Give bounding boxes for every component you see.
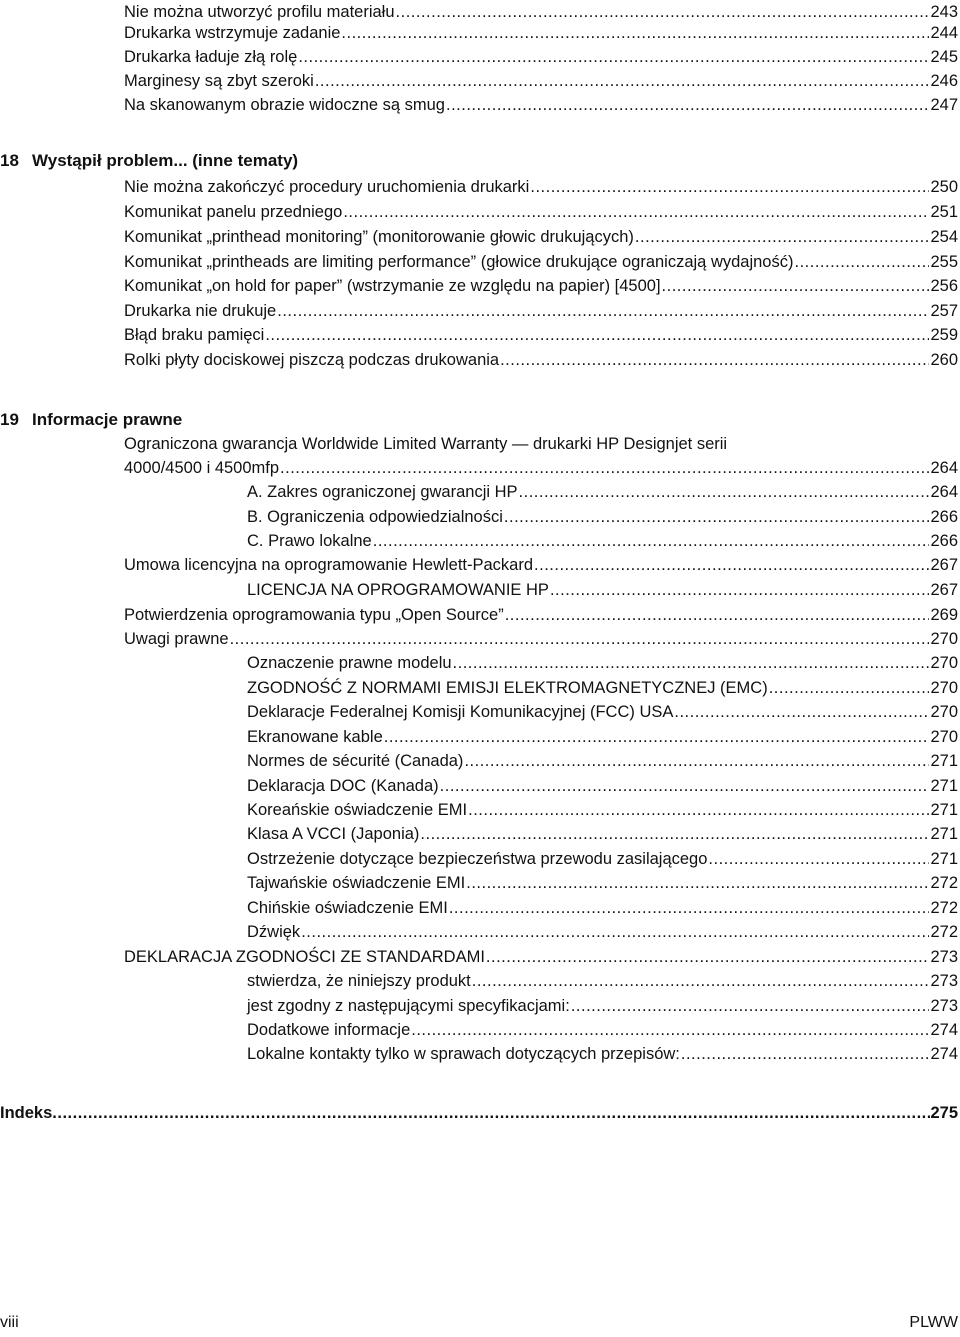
toc-entry[interactable] <box>124 603 958 627</box>
dot-leader <box>298 45 929 69</box>
toc-entry[interactable] <box>124 250 958 274</box>
toc-entry-page: 247 <box>930 96 958 114</box>
dot-leader <box>420 822 929 846</box>
toc-entry-page: 250 <box>930 178 958 196</box>
dot-leader <box>472 969 930 993</box>
toc-entry-title: Na skanowanym obrazie widoczne są smug <box>124 96 445 114</box>
toc-entry-page: 245 <box>930 48 958 66</box>
index-title: Indeks <box>0 1104 53 1122</box>
toc-entry-page: 264 <box>930 483 958 501</box>
toc-subentry[interactable] <box>247 798 958 822</box>
toc-entry[interactable] <box>124 69 958 93</box>
toc-entry-title: Koreańskie oświadczenie EMI <box>247 801 468 819</box>
toc-entry-title: Ostrzeżenie dotyczące bezpieczeństwa przewodu zasilającego <box>247 850 708 868</box>
toc-subentry[interactable] <box>247 969 958 993</box>
dot-leader <box>280 456 929 480</box>
toc-entry-title: Oznaczenie prawne modelu <box>247 654 452 672</box>
toc-entry-page: 272 <box>930 874 958 892</box>
toc-entry-page: 259 <box>930 326 958 344</box>
index-page: 275 <box>930 1104 958 1122</box>
footer-locale: PLWW <box>909 1314 958 1331</box>
toc-entry-page: 260 <box>930 351 958 369</box>
dot-leader <box>453 651 930 675</box>
dot-leader <box>550 578 930 602</box>
dot-leader <box>277 299 929 323</box>
toc-subentry[interactable] <box>247 994 958 1018</box>
toc-entry-page: 243 <box>930 3 958 21</box>
toc-entry-title: Nie można zakończyć procedury uruchomienia drukarki <box>124 178 530 196</box>
toc-subentry[interactable] <box>247 920 958 944</box>
dot-leader <box>769 676 930 700</box>
toc-entry-title: Komunikat „printhead monitoring” (monitorowanie głowic drukujących) <box>124 228 634 246</box>
toc-subentry[interactable] <box>247 896 958 920</box>
toc-entry[interactable] <box>124 21 958 45</box>
toc-entry-title: Lokalne kontakty tylko w sprawach dotyczących przepisów: <box>247 1045 680 1063</box>
chapter-title: Informacje prawne <box>32 410 183 429</box>
toc-entry-title: Drukarka nie drukuje <box>124 302 277 320</box>
toc-entry-page: 271 <box>930 801 958 819</box>
toc-entry[interactable] <box>124 175 958 199</box>
toc-entry-title: 4000/4500 i 4500mfp <box>124 459 280 477</box>
toc-entry-title-line[interactable]: Ograniczona gwarancja Worldwide Limited Warranty — drukarki HP Designjet serii <box>124 435 728 453</box>
dot-leader <box>301 920 929 944</box>
toc-entry[interactable] <box>124 627 958 651</box>
dot-leader <box>446 93 929 117</box>
toc-entry-title: Tajwańskie oświadczenie EMI <box>247 874 466 892</box>
dot-leader <box>384 725 930 749</box>
toc-subentry[interactable] <box>247 529 958 553</box>
toc-entry-page: 257 <box>930 302 958 320</box>
toc-entry-page: 271 <box>930 825 958 843</box>
toc-entry-title: Dodatkowe informacje <box>247 1021 411 1039</box>
toc-entry-page: 270 <box>930 630 958 648</box>
toc-entry-title: Potwierdzenia oprogramowania typu „Open Source” <box>124 606 504 624</box>
toc-entry-page: 274 <box>930 1021 958 1039</box>
dot-leader <box>571 994 930 1018</box>
dot-leader <box>708 847 929 871</box>
toc-subentry[interactable] <box>247 578 958 602</box>
toc-entry-title: Komunikat „printheads are limiting performance” (głowice drukujące ograniczają wydajność) <box>124 253 794 271</box>
toc-entry-page: 272 <box>930 899 958 917</box>
toc-entry-title: DEKLARACJA ZGODNOŚCI ZE STANDARDAMI <box>124 948 485 966</box>
toc-entry-title: LICENCJA NA OPROGRAMOWANIE HP <box>247 581 549 599</box>
dot-leader <box>373 529 930 553</box>
toc-entry-title: B. Ograniczenia odpowiedzialności <box>247 508 503 526</box>
toc-entry-page: 272 <box>930 923 958 941</box>
chapter-heading[interactable] <box>0 407 182 433</box>
dot-leader <box>315 69 930 93</box>
dot-leader <box>534 553 929 577</box>
toc-entry-title: Normes de sécurité (Canada) <box>247 752 464 770</box>
toc-entry-title: Uwagi prawne <box>124 630 229 648</box>
dot-leader <box>500 348 929 372</box>
toc-entry-page: 269 <box>930 606 958 624</box>
dot-leader <box>466 871 929 895</box>
toc-entry-title: Błąd braku pamięci <box>124 326 265 344</box>
toc-entry-title: Rolki płyty dociskowej piszczą podczas drukowania <box>124 351 500 369</box>
toc-entry-title: stwierdza, że niniejszy produkt <box>247 972 471 990</box>
toc-subentry[interactable] <box>247 505 958 529</box>
toc-entry-page: 271 <box>930 752 958 770</box>
chapter-number: 18 <box>0 151 19 170</box>
toc-entry-title: Komunikat „on hold for paper” (wstrzymanie ze względu na papier) [4500] <box>124 277 661 295</box>
toc-subentry[interactable] <box>247 822 958 846</box>
toc-entry[interactable] <box>124 225 958 249</box>
toc-entry-page: 251 <box>930 203 958 221</box>
toc-subentry[interactable] <box>247 847 958 871</box>
toc-entry-page: 244 <box>930 24 958 42</box>
dot-leader <box>794 250 929 274</box>
toc-entry-page: 264 <box>930 459 958 477</box>
toc-entry[interactable] <box>124 348 958 372</box>
dot-leader <box>440 774 930 798</box>
toc-entry[interactable] <box>124 323 958 347</box>
toc-entry-page: 266 <box>930 508 958 526</box>
toc-entry-page: 256 <box>930 277 958 295</box>
toc-entry-page: 270 <box>930 728 958 746</box>
toc-entry-title: Komunikat panelu przedniego <box>124 203 343 221</box>
toc-entry-page: 270 <box>930 654 958 672</box>
toc-entry-title: Drukarka ładuje złą rolę <box>124 48 298 66</box>
toc-entry-title: Deklaracje Federalnej Komisji Komunikacyjnej (FCC) USA <box>247 703 674 721</box>
footer-page-number: viii <box>0 1314 19 1331</box>
toc-entry-title: C. Prawo lokalne <box>247 532 372 550</box>
toc-entry[interactable] <box>124 93 958 117</box>
toc-entry-title: Chińskie oświadczenie EMI <box>247 899 448 917</box>
dot-leader <box>343 200 929 224</box>
dot-leader <box>265 323 929 347</box>
toc-entry-title: Marginesy są zbyt szeroki <box>124 72 314 90</box>
toc-entry-title: Deklaracja DOC (Kanada) <box>247 777 439 795</box>
toc-subentry[interactable] <box>247 651 958 675</box>
toc-entry-page: 271 <box>930 850 958 868</box>
toc-entry[interactable] <box>124 200 958 224</box>
toc-subentry[interactable] <box>247 1018 958 1042</box>
toc-entry-title: Klasa A VCCI (Japonia) <box>247 825 420 843</box>
toc-entry-title: jest zgodny z następującymi specyfikacjami: <box>247 997 570 1015</box>
toc-subentry[interactable] <box>247 700 958 724</box>
toc-entry-title: Ekranowane kable <box>247 728 383 746</box>
dot-leader <box>230 627 930 651</box>
toc-entry-page: 270 <box>930 679 958 697</box>
dot-leader <box>449 896 930 920</box>
toc-subentry[interactable] <box>247 774 958 798</box>
toc-entry-page: 266 <box>930 532 958 550</box>
toc-subentry[interactable] <box>247 676 958 700</box>
dot-leader <box>504 505 930 529</box>
index-entry[interactable] <box>0 1100 958 1126</box>
dot-leader <box>530 175 929 199</box>
toc-entry-page: 267 <box>930 556 958 574</box>
dot-leader <box>486 945 930 969</box>
dot-leader <box>341 21 929 45</box>
toc-entry-page: 267 <box>930 581 958 599</box>
toc-entry-page: 274 <box>930 1045 958 1063</box>
dot-leader <box>411 1018 929 1042</box>
dot-leader <box>635 225 930 249</box>
toc-entry[interactable] <box>124 553 958 577</box>
dot-leader <box>519 480 930 504</box>
toc-entry-title: ZGODNOŚĆ Z NORMAMI EMISJI ELEKTROMAGNETYCZNEJ (EMC) <box>247 679 768 697</box>
toc-entry-page: 246 <box>930 72 958 90</box>
toc-entry-title: A. Zakres ograniczonej gwarancji HP <box>247 483 518 501</box>
toc-entry-page: 254 <box>930 228 958 246</box>
toc-subentry[interactable] <box>247 871 958 895</box>
toc-subentry[interactable] <box>247 480 958 504</box>
dot-leader <box>52 1100 930 1126</box>
toc-subentry[interactable] <box>247 1042 958 1066</box>
toc-entry-page: 273 <box>930 948 958 966</box>
toc-entry-page: 271 <box>930 777 958 795</box>
dot-leader <box>464 749 929 773</box>
toc-entry-title: Drukarka wstrzymuje zadanie <box>124 24 341 42</box>
chapter-title: Wystąpił problem... (inne tematy) <box>32 151 299 170</box>
toc-entry[interactable] <box>124 299 958 323</box>
toc-entry-page: 273 <box>930 972 958 990</box>
toc-entry-page: 270 <box>930 703 958 721</box>
chapter-heading[interactable] <box>0 148 298 174</box>
toc-entry-title: Nie można utworzyć profilu materiału <box>124 3 395 21</box>
dot-leader <box>674 700 929 724</box>
toc-subentry[interactable] <box>247 725 958 749</box>
toc-entry-title: Dźwięk <box>247 923 301 941</box>
toc-entry[interactable] <box>124 274 958 298</box>
toc-subentry[interactable] <box>247 749 958 773</box>
dot-leader <box>681 1042 930 1066</box>
toc-entry-title: Umowa licencyjna na oprogramowanie Hewlett-Packard <box>124 556 534 574</box>
toc-entry[interactable] <box>124 945 958 969</box>
toc-entry-page: 273 <box>930 997 958 1015</box>
toc-entry[interactable] <box>124 45 958 69</box>
dot-leader <box>505 603 930 627</box>
chapter-number: 19 <box>0 410 19 429</box>
toc-entry[interactable] <box>124 456 958 480</box>
dot-leader <box>468 798 929 822</box>
dot-leader <box>662 274 930 298</box>
toc-entry-page: 255 <box>930 253 958 271</box>
